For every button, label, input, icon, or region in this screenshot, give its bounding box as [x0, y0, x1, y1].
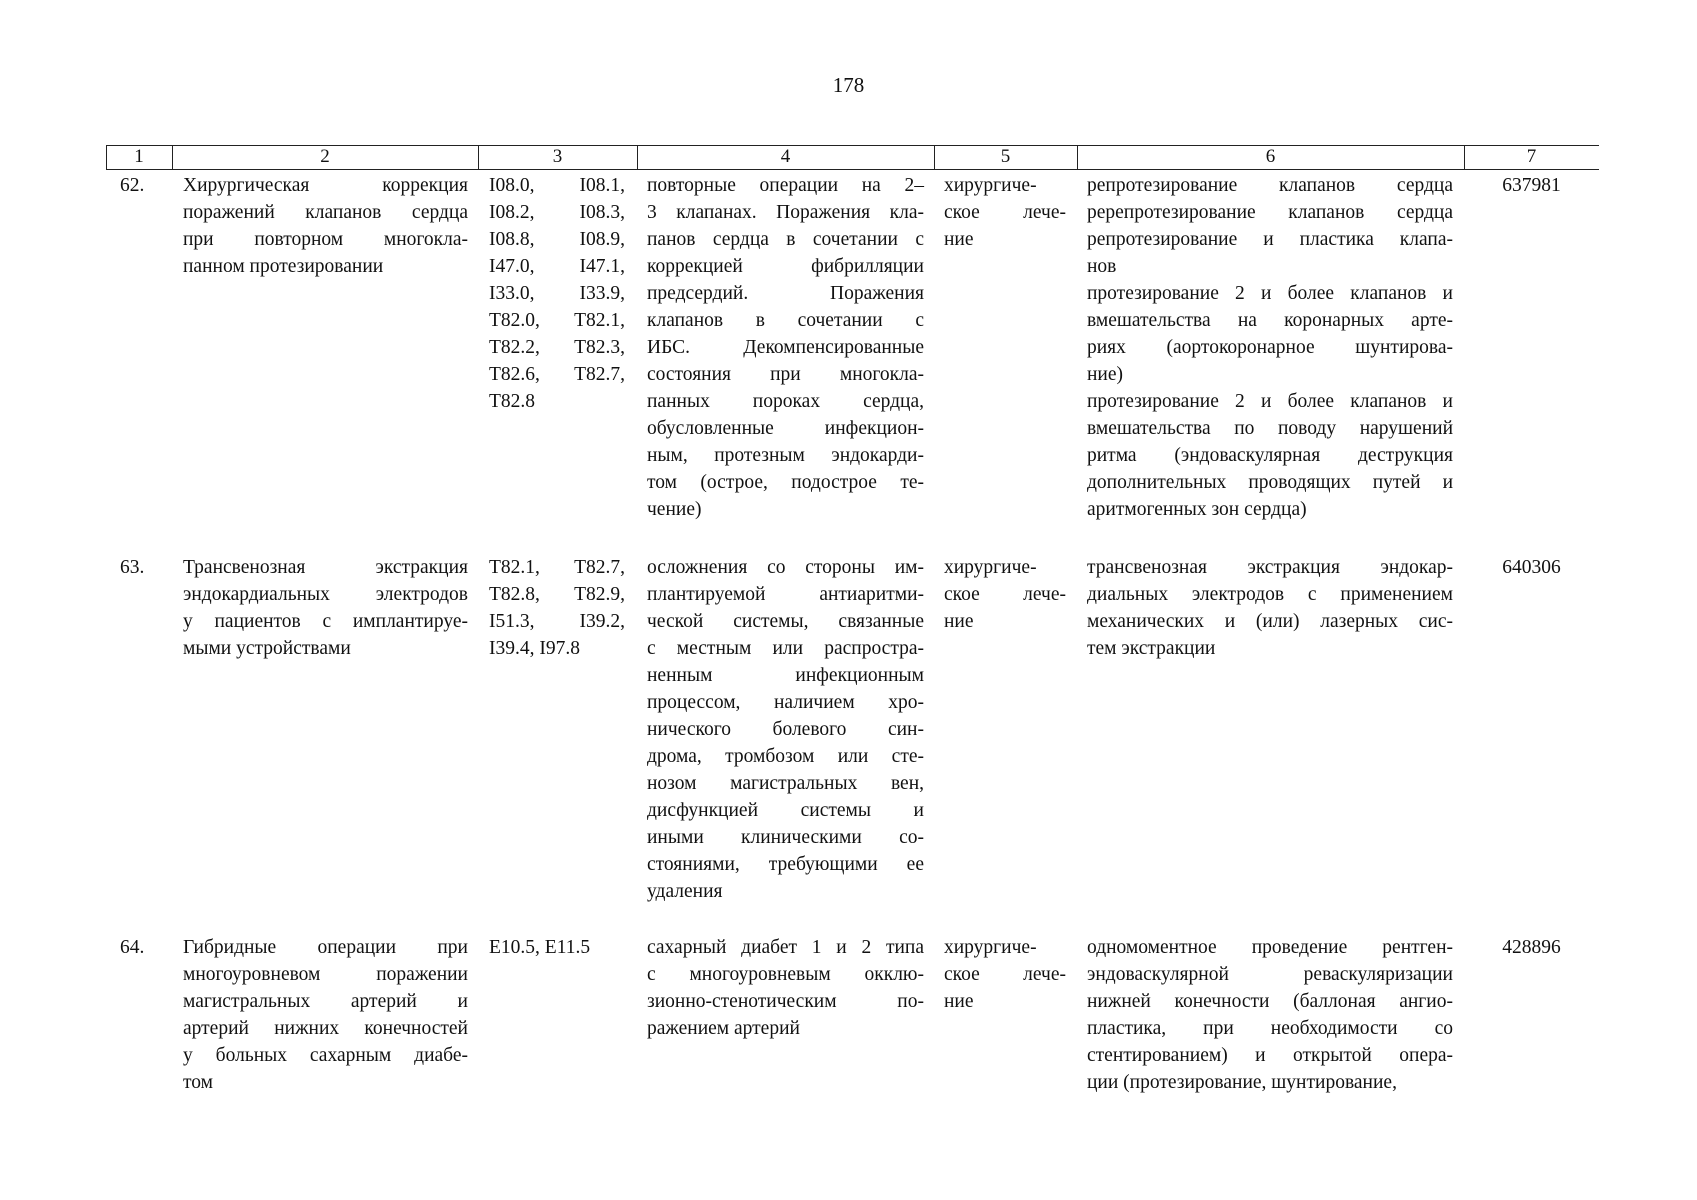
text-line: сахарный диабет 1 и 2 типа [647, 937, 924, 958]
header-col-1: 1 [134, 146, 144, 167]
text-line: дрома, тромбозом или сте- [647, 746, 924, 767]
text-line: ние [944, 991, 974, 1012]
text-line: ритма (эндоваскулярная деструкция [1087, 445, 1453, 466]
text-line: ненным инфекционным [647, 665, 924, 686]
text-line: том (острое, подострое те- [647, 472, 924, 493]
text-line: Хирургическая коррекция [183, 175, 468, 196]
text-line: удаления [647, 881, 723, 902]
text-line: ское лече- [944, 202, 1066, 223]
code-line [489, 581, 625, 608]
code-line [489, 608, 625, 635]
text-line: нозом магистральных вен, [647, 773, 924, 794]
text-line: Гибридные операции при [183, 937, 468, 958]
text-line: поражений клапанов сердца [183, 202, 468, 223]
text-line: осложнения со стороны им- [647, 557, 924, 578]
page-number: 178 [832, 73, 865, 97]
code-line [489, 226, 625, 253]
header-col-5: 5 [1000, 146, 1011, 167]
header-col-2: 2 [320, 146, 330, 167]
text-line: стентированием) и открытой опера- [1087, 1045, 1453, 1066]
text-line: том [183, 1072, 213, 1093]
text-line: тем экстракции [1087, 638, 1216, 659]
icd-code: I47.0, [489, 256, 535, 277]
code-line [489, 307, 625, 334]
text-line: дисфункцией системы и [647, 800, 924, 821]
icd-code: T82.0, [489, 310, 540, 331]
icd-codes [489, 172, 625, 415]
text-line: нов [1087, 256, 1117, 277]
code-line [489, 635, 625, 662]
text-line: ным, протезным эндокарди- [647, 445, 924, 466]
icd-code: I08.8, [489, 229, 535, 250]
table-header-bottom-border [106, 169, 1599, 170]
icd-code: I47.1, [579, 256, 625, 277]
header-col-3: 3 [552, 146, 563, 167]
icd-codes [489, 934, 625, 961]
code-line [489, 334, 625, 361]
text-line: репротезирование и пластика клапа- [1087, 229, 1453, 250]
header-col-6: 6 [1265, 146, 1276, 167]
text-line: механических и (или) лазерных сис- [1087, 611, 1453, 632]
text-line: пластика, при необходимости со [1087, 1018, 1453, 1039]
text-line: иными клиническими со- [647, 827, 924, 848]
text-line: процессом, наличием хро- [647, 692, 924, 713]
code-line [489, 280, 625, 307]
text-line: обусловленные инфекцион- [647, 418, 924, 439]
text-line: многоуровневом поражении [183, 964, 468, 985]
icd-code: T82.7, [574, 364, 625, 385]
icd-codes [489, 554, 625, 662]
text-line: хирургиче- [944, 175, 1037, 196]
icd-code: T82.7, [574, 557, 625, 578]
icd-code: I39.2, [579, 611, 625, 632]
text-line: ние [944, 229, 974, 250]
text-line: хирургиче- [944, 937, 1037, 958]
text-line: ции (протезирование, шунтирование, [1087, 1072, 1397, 1093]
text-line: вмешательства на коронарных арте- [1087, 310, 1453, 331]
treatment-method [1087, 172, 1453, 523]
treatment-type [944, 554, 1066, 635]
text-line: артерий нижних конечностей [183, 1018, 468, 1039]
icd-code: I08.0, [489, 175, 535, 196]
text-line: панных пороках сердца, [647, 391, 924, 412]
text-line: клапанов в сочетании с [647, 310, 924, 331]
cost-value: 637981 [1502, 175, 1561, 196]
text-line: диальных электродов с применением [1087, 584, 1453, 605]
cost-value: 640306 [1502, 557, 1561, 578]
code-line [489, 172, 625, 199]
code-line [489, 361, 625, 388]
text-line: с местным или распростра- [647, 638, 924, 659]
text-line: протезирование 2 и более клапанов и [1087, 283, 1453, 304]
text-line: у пациентов с имплантируе- [183, 611, 468, 632]
diagnosis-description [647, 934, 924, 1042]
icd-code: I33.0, [489, 283, 535, 304]
icd-code: T82.1, [574, 310, 625, 331]
icd-code: T82.1, [489, 557, 540, 578]
text-line: чение) [647, 499, 702, 520]
icd-code: T82.3, [574, 337, 625, 358]
text-line: дополнительных проводящих путей и [1087, 472, 1453, 493]
diagnosis-description [647, 172, 924, 523]
code-line [489, 388, 625, 415]
text-line: панов сердца в сочетании с [647, 229, 924, 250]
treatment-method [1087, 554, 1453, 662]
icd-code: I08.3, [579, 202, 625, 223]
text-line: мыми устройствами [183, 638, 351, 659]
code-line [489, 934, 625, 961]
text-line: ререпротезирование клапанов сердца [1087, 202, 1453, 223]
icd-code: I33.9, [579, 283, 625, 304]
text-line: ское лече- [944, 584, 1066, 605]
cost-value: 428896 [1502, 937, 1561, 958]
text-line: предсердий. Поражения [647, 283, 924, 304]
header-col-4: 4 [780, 146, 791, 167]
text-line: трансвенозная экстракция эндокар- [1087, 557, 1453, 578]
text-line: нижней конечности (баллоная ангио- [1087, 991, 1453, 1012]
icd-code: I08.2, [489, 202, 535, 223]
code-line [489, 253, 625, 280]
text-line: повторные операции на 2– [647, 175, 924, 196]
text-line: Трансвенозная экстракция [183, 557, 468, 578]
text-line: ИБС. Декомпенсированные [647, 337, 924, 358]
text-line: нического болевого син- [647, 719, 924, 740]
text-line: стояниями, требующими ее [647, 854, 924, 875]
icd-code: I08.1, [579, 175, 625, 196]
code-line [489, 199, 625, 226]
text-line: зионно-стенотическим по- [647, 991, 924, 1012]
diagnosis-description [647, 554, 924, 905]
text-line: хирургиче- [944, 557, 1037, 578]
procedure-name [183, 172, 468, 280]
text-line: ское лече- [944, 964, 1066, 985]
icd-code: T82.8, [489, 584, 540, 605]
text-line: ние [944, 611, 974, 632]
text-line: 3 клапанах. Поражения кла- [647, 202, 924, 223]
text-line: ние) [1087, 364, 1124, 385]
procedure-name [183, 934, 468, 1096]
text-line: плантируемой антиаритми- [647, 584, 924, 605]
text-line: ражением артерий [647, 1018, 800, 1039]
icd-code: T82.8 [489, 391, 536, 412]
row-number: 64. [120, 937, 145, 958]
text-line: протезирование 2 и более клапанов и [1087, 391, 1453, 412]
text-line: вмешательства по поводу нарушений [1087, 418, 1453, 439]
treatment-type [944, 934, 1066, 1015]
text-line: аритмогенных зон сердца) [1087, 499, 1307, 520]
icd-code: T82.2, [489, 337, 540, 358]
icd-code: I08.9, [579, 229, 625, 250]
text-line: одномоментное проведение рентген- [1087, 937, 1453, 958]
header-col-7: 7 [1526, 146, 1537, 167]
icd-code: T82.9, [574, 584, 625, 605]
icd-code: I51.3, [489, 611, 535, 632]
row-number: 63. [120, 557, 145, 578]
text-line: магистральных артерий и [183, 991, 468, 1012]
code-line [489, 554, 625, 581]
text-line: риях (аортокоронарное шунтирова- [1087, 337, 1453, 358]
icd-code: T82.6, [489, 364, 540, 385]
text-line: состояния при многокла- [647, 364, 924, 385]
icd-code: I39.4, I97.8 [489, 638, 580, 659]
procedure-name [183, 554, 468, 662]
text-line: у больных сахарным диабе- [183, 1045, 468, 1066]
text-line: репротезирование клапанов сердца [1087, 175, 1453, 196]
icd-code: E10.5, E11.5 [489, 937, 591, 958]
treatment-method [1087, 934, 1453, 1096]
text-line: эндокардиальных электродов [183, 584, 468, 605]
text-line: панном протезировании [183, 256, 384, 277]
text-line: коррекцией фибрилляции [647, 256, 924, 277]
text-line: с многоуровневым окклю- [647, 964, 924, 985]
text-line: ческой системы, связанные [647, 611, 924, 632]
treatment-type [944, 172, 1066, 253]
table-header [106, 145, 1599, 169]
text-line: эндоваскулярной реваскуляризации [1087, 964, 1453, 985]
row-number: 62. [120, 175, 145, 196]
text-line: при повторном многокла- [183, 229, 468, 250]
